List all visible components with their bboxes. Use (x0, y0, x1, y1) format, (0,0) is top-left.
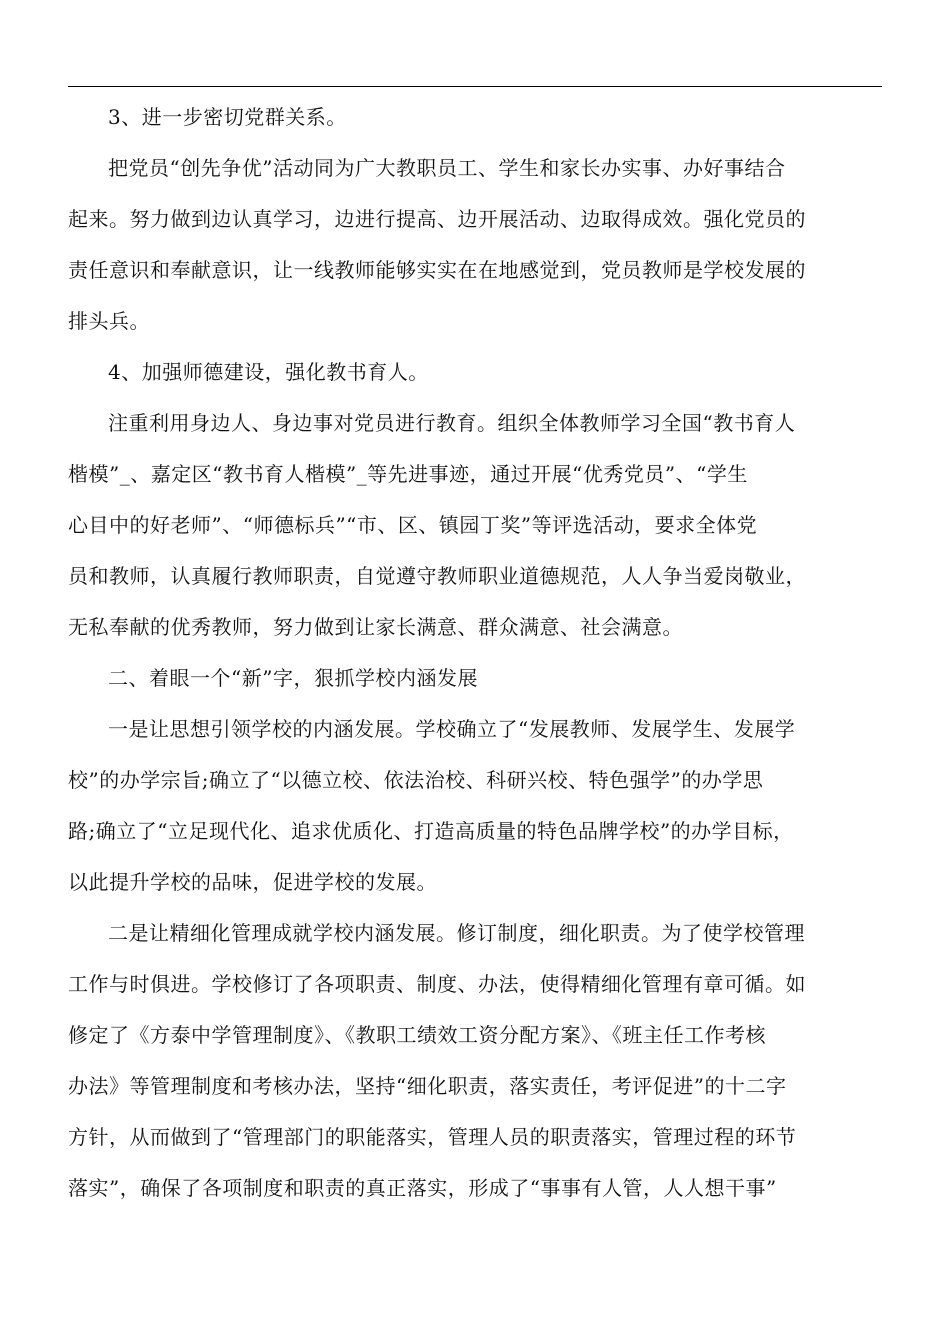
text-line: 3、进一步密切党群关系。 (108, 105, 347, 129)
paragraph-6 (68, 704, 888, 908)
text-line: 路;确立了“立足现代化、追求优质化、打造高质量的特色品牌学校”的办学目标， (68, 819, 794, 843)
text-line: 起来。努力做到边认真学习，边进行提高、边开展活动、边取得成效。强化党员的 (68, 207, 806, 231)
paragraph-3 (68, 347, 888, 398)
paragraph-7 (68, 908, 888, 1214)
text-line: 4、加强师德建设，强化教书育人。 (108, 360, 429, 384)
text-line: 楷模”_、嘉定区“教书育人楷模”_等先进事迹，通过开展“优秀党员”、“学生 (68, 462, 748, 486)
paragraph-4 (68, 398, 888, 653)
text-line: 把党员“创先争优”活动同为广大教职员工、学生和家长办实事、办好事结合 (108, 156, 786, 180)
text-line: 工作与时俱进。学校修订了各项职责、制度、办法，使得精细化管理有章可循。如 (68, 972, 806, 996)
paragraph-5 (68, 653, 888, 704)
text-line: 二是让精细化管理成就学校内涵发展。修订制度，细化职责。为了使学校管理 (108, 921, 805, 945)
text-line: 无私奉献的优秀教师，努力做到让家长满意、群众满意、社会满意。 (68, 615, 683, 639)
text-line: 排头兵。 (68, 309, 150, 333)
text-line: 以此提升学校的品味，促进学校的发展。 (68, 870, 437, 894)
paragraph-1 (68, 92, 888, 143)
text-line: 落实”，确保了各项制度和职责的真正落实，形成了“事事有人管，人人想干事” (68, 1176, 777, 1200)
text-line: 二、着眼一个“新”字，狠抓学校内涵发展 (108, 666, 478, 690)
text-line: 修定了《方泰中学管理制度》、《教职工绩效工资分配方案》、《班主任工作考核 (68, 1023, 766, 1047)
text-line: 方针，从而做到了“管理部门的职能落实，管理人员的职责落实，管理过程的环节 (68, 1125, 797, 1149)
header-rule (68, 86, 882, 87)
text-line: 心目中的好老师”、“师德标兵”“市、区、镇园丁奖”等评选活动，要求全体党 (68, 513, 758, 537)
text-line: 校”的办学宗旨;确立了“以德立校、依法治校、科研兴校、特色强学”的办学思 (68, 768, 764, 792)
text-line: 责任意识和奉献意识，让一线教师能够实实在在地感觉到，党员教师是学校发展的 (68, 258, 806, 282)
text-line: 注重利用身边人、身边事对党员进行教育。组织全体教师学习全国“教书育人 (108, 411, 796, 435)
text-line: 员和教师，认真履行教师职责，自觉遵守教师职业道德规范，人人争当爱岗敬业， (68, 564, 806, 588)
document-body (68, 92, 888, 1214)
text-line: 办法》等管理制度和考核办法，坚持“细化职责，落实责任，考评促进”的十二字 (68, 1074, 787, 1098)
text-line: 一是让思想引领学校的内涵发展。学校确立了“发展教师、发展学生、发展学 (108, 717, 796, 741)
paragraph-2 (68, 143, 888, 347)
